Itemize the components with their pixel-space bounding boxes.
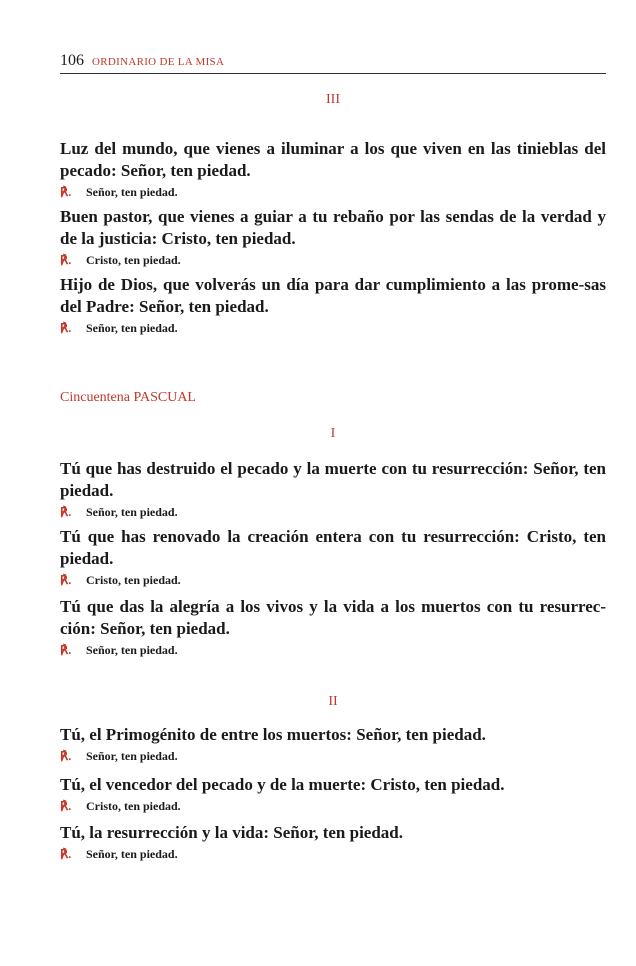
invocation-text: Tú que das la alegría a los vivos y la vida a los muertos con tu resurrec-ción: Señor, ten piedad.: [60, 597, 606, 638]
response: [60, 252, 606, 268]
header-rule: [60, 73, 606, 74]
invocation-text: Buen pastor, que vienes a guiar a tu rebaño por las sendas de la verdad y de la justicia: Cristo, ten piedad.: [60, 207, 606, 248]
response-text: Cristo, ten piedad.: [86, 253, 181, 267]
invocation-block: [60, 206, 606, 268]
response: [60, 846, 606, 862]
response-mark: ℟.: [60, 505, 72, 519]
response: [60, 748, 606, 764]
invocation-block: [60, 724, 606, 764]
response-mark: ℟.: [60, 185, 72, 199]
response: [60, 798, 606, 814]
invocation-text: Tú, la resurrección y la vida: Señor, ten piedad.: [60, 823, 404, 842]
invocation-block: [60, 458, 606, 520]
invocation-text: Tú que has destruido el pecado y la muerte con tu resurrección: Señor, ten piedad.: [60, 459, 606, 500]
response: [60, 504, 606, 520]
invocation-block: [60, 774, 606, 814]
section-numeral: II: [328, 694, 338, 709]
response-text: Señor, ten piedad.: [86, 643, 178, 657]
response-text: Señor, ten piedad.: [86, 505, 178, 519]
response: [60, 642, 606, 658]
page-header: [60, 52, 606, 71]
response-mark: ℟.: [60, 643, 72, 657]
invocation-block: [60, 822, 606, 862]
response-text: Cristo, ten piedad.: [86, 799, 181, 813]
invocation-block: [60, 526, 606, 588]
response: [60, 572, 606, 588]
invocation-text: Tú que has renovado la creación entera con tu resurrección: Cristo, ten piedad.: [60, 527, 606, 568]
response-mark: ℟.: [60, 799, 72, 813]
invocation-block: [60, 596, 606, 658]
response-text: Señor, ten piedad.: [86, 847, 178, 861]
page-number: 106: [60, 52, 84, 69]
response-text: Señor, ten piedad.: [86, 749, 178, 763]
invocation-block: [60, 138, 606, 200]
response-mark: ℟.: [60, 573, 72, 587]
section-numeral: III: [326, 92, 340, 107]
response: [60, 184, 606, 200]
invocation-text: Luz del mundo, que vienes a iluminar a los que viven en las tinieblas del pecado: Señor, ten piedad.: [60, 139, 606, 180]
invocation-text: Tú, el vencedor del pecado y de la muerte: Cristo, ten piedad.: [60, 775, 505, 794]
response-mark: ℟.: [60, 749, 72, 763]
response-mark: ℟.: [60, 321, 72, 335]
invocation-text: Tú, el Primogénito de entre los muertos: Señor, ten piedad.: [60, 725, 486, 744]
invocation-text: Hijo de Dios, que volverás un día para dar cumplimiento a las prome-sas del Padre: Señor, ten piedad.: [60, 275, 606, 316]
response-text: Señor, ten piedad.: [86, 321, 178, 335]
response-mark: ℟.: [60, 253, 72, 267]
invocation-block: [60, 274, 606, 336]
section-numeral: I: [330, 426, 336, 441]
response-text: Cristo, ten piedad.: [86, 573, 181, 587]
response: [60, 320, 606, 336]
running-title: ORDINARIO DE LA MISA: [92, 56, 225, 68]
response-mark: ℟.: [60, 847, 72, 861]
response-text: Señor, ten piedad.: [86, 185, 178, 199]
section-title: Cincuentena PASCUAL: [60, 390, 196, 405]
